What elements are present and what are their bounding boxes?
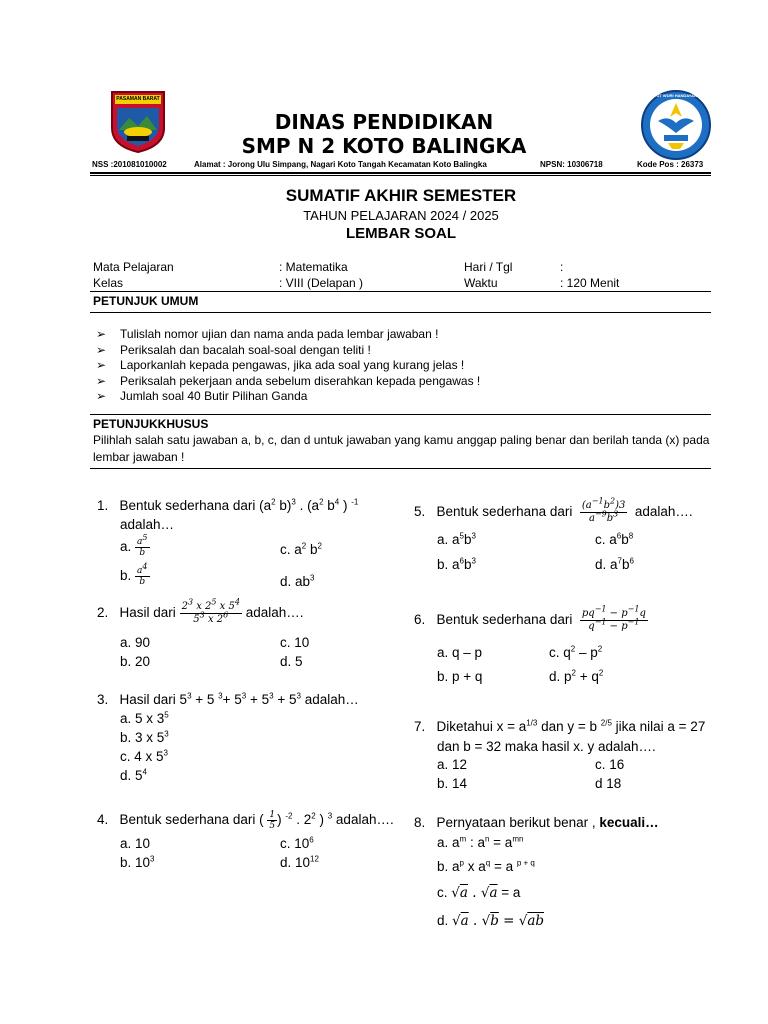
question-5: 5. Bentuk sederhana dari $\frac{(a^{-1}b^2)3}{a^{-9}b^3}$ adalah…. xyxy=(414,496,693,524)
list-item: ➢ Tulislah nomor ujian dan nama anda pada lembar jawaban ! xyxy=(96,327,439,341)
sheet-title: LEMBAR SOAL xyxy=(346,225,456,242)
option-5c[interactable]: c. $a^6b^8$ xyxy=(595,531,634,547)
option-2c[interactable]: c. 10 xyxy=(280,635,310,650)
question-8: 8. Pernyataan berikut benar , kecuali… xyxy=(414,815,659,830)
subject-value: : Matematika xyxy=(279,260,348,274)
school-name: SMP N 2 KOTO BALINGKA xyxy=(241,134,527,158)
class-value: : VIII (Delapan ) xyxy=(279,276,364,290)
special-rule-bottom xyxy=(90,468,711,469)
question-7-line2: dan b = 32 maka hasil x. y adalah…. xyxy=(437,739,656,754)
postal-code-text: Kode Pos : 26373 xyxy=(637,160,704,169)
question-6: 6. Bentuk sederhana dari $\frac{pq^{-1} - p^{-1}q}{q^{-1} - p^{-1}}$ xyxy=(414,604,646,632)
time-label: Waktu xyxy=(464,276,498,290)
nss-text: NSS :201081010002 xyxy=(92,160,167,169)
option-1a[interactable]: a. $\frac{a^5}{b}$ xyxy=(120,533,148,558)
logo-left-text: PASAMAN BARAT xyxy=(116,96,160,102)
option-6d[interactable]: d. $p^2 + q^2$ xyxy=(549,668,604,684)
option-7c[interactable]: c. 16 xyxy=(595,757,625,772)
option-2a[interactable]: a. 90 xyxy=(120,635,151,650)
option-8b[interactable]: b. $a^p$ x $a^q = a$ $^{p + q}$ xyxy=(437,858,535,874)
general-list xyxy=(96,327,480,405)
option-2b[interactable]: b. 20 xyxy=(120,654,151,669)
option-8d[interactable]: d. √a . √b = √ab xyxy=(437,913,545,929)
option-6a[interactable]: a. q – p xyxy=(437,645,483,660)
option-1d[interactable]: d. $ab^3$ xyxy=(280,573,315,589)
address-text: Alamat : Jorong Ulu Simpang, Nagari Koto Tangah Kecamatan Koto Balingka xyxy=(194,160,487,169)
option-2d[interactable]: d. 5 xyxy=(280,654,303,669)
question-1: 1. Bentuk sederhana dari ($a^2$ b)$^3$ . ($a^2$ $b^4$ ) $^{-1}$ xyxy=(97,497,359,513)
option-6b[interactable]: b. p + q xyxy=(437,669,483,684)
option-7a[interactable]: a. 12 xyxy=(437,757,468,772)
option-4a[interactable]: a. 10 xyxy=(120,836,151,851)
academic-year: TAHUN PELAJARAN 2024 / 2025 xyxy=(303,208,499,223)
npsn-text: NPSN: 10306718 xyxy=(540,160,603,169)
logo-right-text: TUT WURI HANDAYANI xyxy=(654,93,698,98)
option-8c[interactable]: c. √a . √a = a xyxy=(437,885,521,901)
info-rule xyxy=(90,291,711,292)
question-7: 7. Diketahui $x = a^{1/3}$ dan y = b $^{2/5}$ jika nilai a = 27 xyxy=(414,718,706,734)
option-4b[interactable]: b. $10^3$ xyxy=(120,854,155,870)
special-heading: PETUNJUKKHUSUS xyxy=(93,417,209,431)
option-5d[interactable]: d. $a^7b^6$ xyxy=(595,556,634,572)
header-rule-thick xyxy=(90,172,711,174)
exam-title: SUMATIF AKHIR SEMESTER xyxy=(285,186,517,205)
agency-name: DINAS PENDIDIKAN xyxy=(274,110,494,134)
option-3d[interactable]: d. $5^4$ xyxy=(120,767,147,783)
list-item: ➢ Jumlah soal 40 Butir Pilihan Ganda xyxy=(96,389,308,403)
option-8a[interactable]: a. $a^m$ : $a^n = a^{mn}$ xyxy=(437,834,524,850)
day-value: : xyxy=(560,260,564,274)
list-item: ➢ Periksalah dan bacalah soal-soal dengan teliti ! xyxy=(96,342,371,357)
option-6c[interactable]: c. $q^2 - p^2$ xyxy=(549,644,603,660)
subject-label: Mata Pelajaran xyxy=(93,260,174,274)
special-rule xyxy=(90,414,711,415)
option-3c[interactable]: c. 4 x $5^3$ xyxy=(120,748,168,764)
special-line-1: Pilihlah salah satu jawaban a, b, c, dan d untuk jawaban yang kamu anggap paling benar dan berilah tanda (x) pada xyxy=(93,433,710,447)
option-1c[interactable]: c. $a^2$ $b^2$ xyxy=(280,541,322,557)
option-4c[interactable]: c. $10^6$ xyxy=(280,835,314,851)
list-item: ➢ Laporkanlah kepada pengawas, jika ada soal yang kurang jelas ! xyxy=(96,358,465,372)
header-rule-thin xyxy=(90,175,711,176)
option-5b[interactable]: b. $a^6b^3$ xyxy=(437,556,476,572)
option-3a[interactable]: a. 5 x $3^5$ xyxy=(120,710,169,726)
option-3b[interactable]: b. 3 x $5^3$ xyxy=(120,729,169,745)
question-3: 3. Hasil dari $5^3 + 5$ $^3+ 5^3 + 5^3 + 5^3$ adalah… xyxy=(97,691,359,707)
class-label: Kelas xyxy=(93,276,124,290)
option-5a[interactable]: a. $a^5b^3$ xyxy=(437,531,476,547)
option-7d[interactable]: d 18 xyxy=(595,776,622,791)
option-4d[interactable]: d. $10^{12}$ xyxy=(280,854,319,870)
general-heading: PETUNJUK UMUM xyxy=(93,294,199,308)
question-1-line2: adalah… xyxy=(120,517,175,532)
list-item: ➢ Periksalah pekerjaan anda sebelum diserahkan kepada pengawas ! xyxy=(96,373,481,388)
day-label: Hari / Tgl xyxy=(464,260,513,274)
question-4: 4. Bentuk sederhana dari ( $\frac{1}{5}$ ) $^{-2}$ . $2^2$ ) $^3$ adalah…. xyxy=(97,810,394,831)
time-value: : 120 Menit xyxy=(560,276,620,290)
question-2: 2. Hasil dari $\frac{2^3 x 2^5 x 5^4}{5^3 x 2^6}$ adalah…. xyxy=(97,597,304,625)
option-1b[interactable]: b. $\frac{a^4}{b}$ xyxy=(120,562,148,587)
general-rule xyxy=(90,312,711,313)
option-7b[interactable]: b. 14 xyxy=(437,776,468,791)
special-line-2: lembar jawaban ! xyxy=(93,450,185,464)
